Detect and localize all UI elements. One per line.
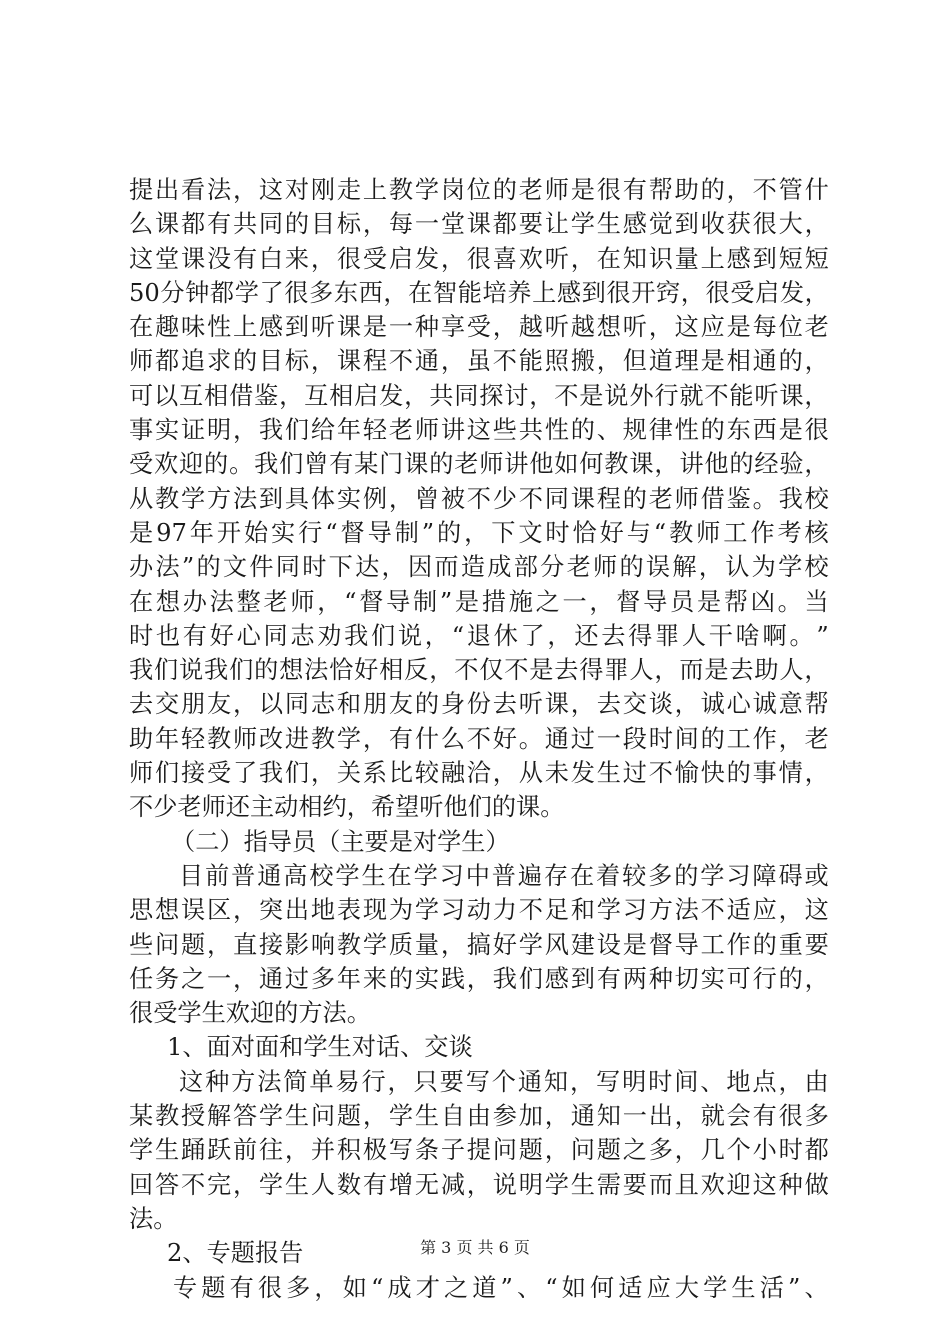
text-line: 提 出 看 法 ， 这 对 刚 走 上 教 学 岗 位 的 老 师 是 很 有 帮 助 的 ， 不 管 什: [129, 176, 829, 204]
text-line: 这 种 方 法 简 单 易 行 ， 只 要 写 个 通 知 ， 写 明 时 间 、 地 点 ， 由: [179, 1067, 829, 1096]
text-line: 么 课 都 有 共 同 的 目 标 ， 每 一 堂 课 都 要 让 学 生 感 觉 到 收 获 很 大 ，: [129, 210, 829, 239]
text-line: 学 生 踊 跃 前 往 ， 并 积 极 写 条 子 提 问 题 ， 问 题 之 多 ， 几 个 小 时 都: [129, 1136, 829, 1165]
text-line: 某 教 授 解 答 学 生 问 题 ， 学 生 自 由 参 加 ， 通 知 一 出 ， 就 会 有 很 多: [129, 1102, 829, 1131]
text-line: 1、面对面和学生对话、交谈: [167, 1033, 473, 1062]
text-line: 这 堂 课 没 有 白 来 ， 很 受 启 发 ， 很 喜 欢 听 ， 在 知 识 量 上 感 到 短 短: [129, 244, 829, 273]
text-line: 是 97 年 开 始 实 行 “ 督 导 制 ” 的 ， 下 文 时 恰 好 与 “ 教 师 工 作 考 核: [129, 518, 829, 547]
text-line: 事 实 证 明 ， 我 们 给 年 轻 老 师 讲 这 些 共 性 的 、 规 律 性 的 东 西 是 很: [129, 416, 829, 445]
text-line: 2、专题报告: [167, 1239, 304, 1268]
text-line: 专 题 有 很 多 ， 如 “ 成 才 之 道 ” 、 “ 如 何 适 应 大 学 生 活 ” 、: [173, 1273, 829, 1302]
page-footer: 第 3 页 共 6 页: [420, 1238, 530, 1257]
text-line: 助 年 轻 教 师 改 进 教 学 ， 有 什 么 不 好 。 通 过 一 段 时 间 的 工 作 ， 老: [129, 724, 829, 753]
text-line: 思 想 误 区 ， 突 出 地 表 现 为 学 习 动 力 不 足 和 学 习 方 法 不 适 应 ， 这: [129, 896, 829, 925]
text-line: 从 教 学 方 法 到 具 体 实 例 ， 曾 被 不 少 不 同 课 程 的 老 师 借 鉴 。 我 校: [129, 484, 829, 513]
text-line: 师 们 接 受 了 我 们 ， 关 系 比 较 融 洽 ， 从 未 发 生 过 不 愉 快 的 事 情 ，: [129, 759, 829, 788]
text-line: 我 们 说 我 们 的 想 法 恰 好 相 反 ， 不 仅 不 是 去 得 罪 人 ， 而 是 去 助 人 ，: [129, 656, 829, 685]
text-line: 回 答 不 完 ， 学 生 人 数 有 增 无 减 ， 说 明 学 生 需 要 而 且 欢 迎 这 种 做: [129, 1170, 829, 1199]
text-line: 受 欢 迎 的 。 我 们 曾 有 某 门 课 的 老 师 讲 他 如 何 教 课 ， 讲 他 的 经 验 ，: [129, 450, 829, 479]
text-line: 在 想 办 法 整 老 师 ， “ 督 导 制 ” 是 措 施 之 一 ， 督 导 员 是 帮 凶 。 当: [129, 587, 829, 616]
text-line: （二）指导员（主要是对学生）: [171, 827, 510, 856]
text-line: 时 也 有 好 心 同 志 劝 我 们 说 ， “ 退 休 了 ， 还 去 得 罪 人 干 啥 啊 。 ”: [129, 621, 829, 650]
text-line: 任 务 之 一 ， 通 过 多 年 来 的 实 践 ， 我 们 感 到 有 两 种 切 实 可 行 的 ，: [129, 964, 829, 993]
text-line: 可 以 互 相 借 鉴 ， 互 相 启 发 ， 共 同 探 讨 ， 不 是 说 外 行 就 不 能 听 课 ，: [129, 381, 829, 410]
text-line: 在 趣 味 性 上 感 到 听 课 是 一 种 享 受 ， 越 听 越 想 听 ， 这 应 是 每 位 老: [129, 313, 829, 342]
text-line: 去 交 朋 友 ， 以 同 志 和 朋 友 的 身 份 去 听 课 ， 去 交 谈 ， 诚 心 诚 意 帮: [129, 690, 829, 719]
text-line: 办 法 ” 的 文 件 同 时 下 达 ， 因 而 造 成 部 分 老 师 的 误 解 ， 认 为 学 校: [129, 553, 829, 582]
text-line: 法。: [129, 1204, 178, 1233]
text-line: 些 问 题 ， 直 接 影 响 教 学 质 量 ， 搞 好 学 风 建 设 是 督 导 工 作 的 重 要: [129, 930, 829, 959]
text-line: 50 分 钟 都 学 了 很 多 东 西 ， 在 智 能 培 养 上 感 到 很 开 窍 ， 很 受 启 发 ，: [129, 278, 829, 307]
body-text: [129, 173, 829, 1305]
text-line: 师 都 追 求 的 目 标 ， 课 程 不 通 ， 虽 不 能 照 搬 ， 但 道 理 是 相 通 的 ，: [129, 347, 829, 376]
text-line: 不少老师还主动相约，希望听他们的课。: [129, 793, 565, 822]
text-line: 目 前 普 通 高 校 学 生 在 学 习 中 普 遍 存 在 着 较 多 的 学 习 障 碍 或: [179, 861, 829, 890]
text-line: 很受学生欢迎的方法。: [129, 999, 371, 1028]
